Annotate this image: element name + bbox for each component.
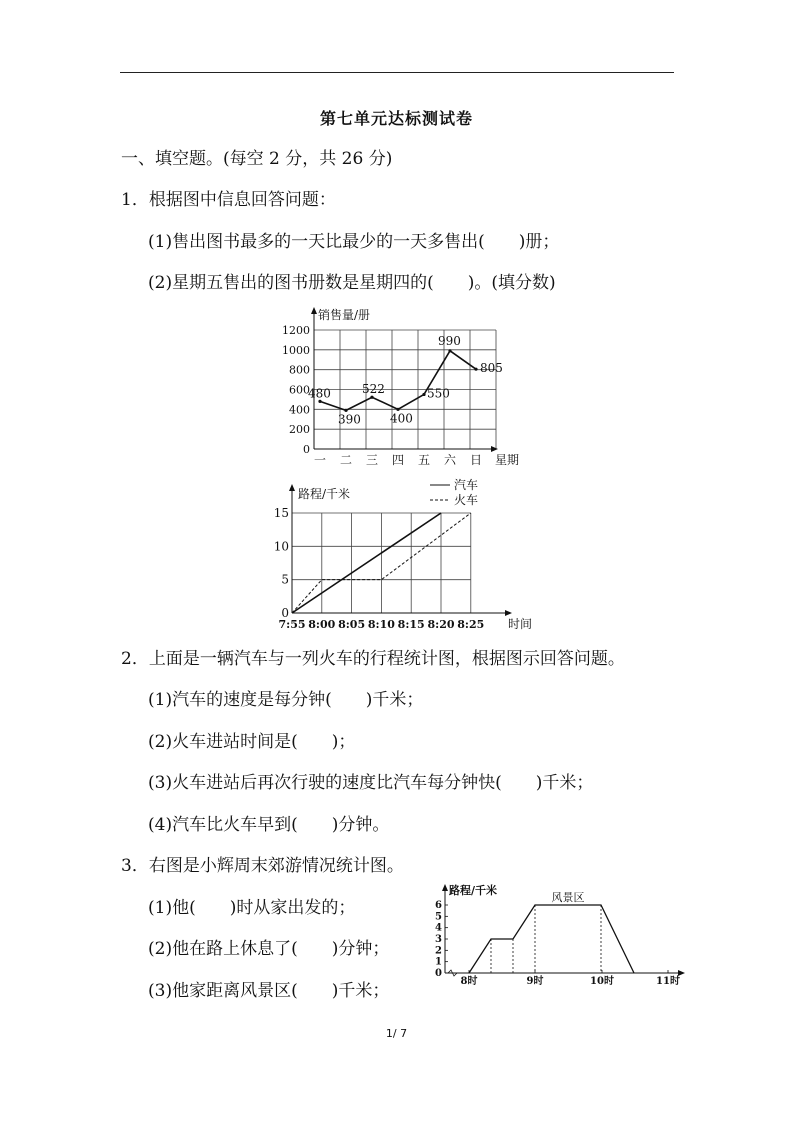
x-tick-label: 11时 bbox=[656, 976, 680, 987]
legend-label: 汽车 bbox=[454, 478, 479, 492]
q2-stem: 2．上面是一辆汽车与一列火车的行程统计图，根据图示回答问题。 bbox=[121, 649, 625, 669]
y-tick-label: 1200 bbox=[282, 324, 310, 337]
y-axis-title: 路程/千米 bbox=[298, 487, 351, 501]
outing-chart bbox=[425, 880, 690, 990]
q2-sub4: (4)汽车比火车早到( )分钟。 bbox=[148, 815, 390, 835]
q2-sub1: (1)汽车的速度是每分钟( )千米； bbox=[148, 690, 424, 710]
x-tick-label: 8:00 bbox=[308, 618, 336, 631]
y-tick-label: 0 bbox=[435, 968, 442, 979]
y-tick-label: 1000 bbox=[282, 343, 310, 357]
x-axis-title: 星期 bbox=[494, 453, 520, 467]
x-axis-arrow bbox=[491, 446, 498, 452]
y-tick-label: 800 bbox=[289, 363, 310, 377]
car-line bbox=[292, 513, 441, 613]
x-tick-label: 8:20 bbox=[427, 618, 455, 631]
y-tick-label: 15 bbox=[273, 506, 289, 520]
x-tick-label: 一 bbox=[313, 453, 327, 467]
y-tick-label: 400 bbox=[289, 403, 310, 417]
data-label: 480 bbox=[308, 386, 331, 401]
x-tick-label: 五 bbox=[417, 453, 431, 467]
x-tick-label: 8:15 bbox=[397, 618, 425, 631]
page-title: 第七单元达标测试卷 bbox=[319, 109, 473, 128]
x-tick-label: 8时 bbox=[460, 976, 478, 987]
x-tick-label: 8:25 bbox=[457, 618, 485, 631]
legend-label: 火车 bbox=[454, 493, 479, 507]
x-tick-label: 二 bbox=[339, 453, 353, 467]
scenic-area-label: 风景区 bbox=[551, 891, 585, 904]
q3-sub3: (3)他家距离风景区( )千米； bbox=[148, 981, 390, 1001]
sales-point bbox=[474, 368, 477, 371]
book-sales-chart bbox=[270, 303, 520, 470]
x-tick-label: 8:05 bbox=[338, 618, 366, 631]
sales-line bbox=[320, 351, 476, 411]
q1-sub2: (2)星期五售出的图书册数是星期四的( )。(填分数) bbox=[148, 273, 556, 293]
y-tick-label: 5 bbox=[281, 572, 289, 587]
data-label: 550 bbox=[427, 386, 450, 401]
page-number: 1/ 7 bbox=[385, 1027, 408, 1040]
sales-point bbox=[448, 349, 451, 352]
y-axis-arrow bbox=[442, 884, 448, 891]
x-tick-label: 10时 bbox=[590, 976, 614, 987]
x-tick-label: 8:10 bbox=[367, 618, 395, 631]
q1-stem: 1．根据图中信息回答问题： bbox=[121, 190, 336, 210]
q2-sub2: (2)火车进站时间是( )； bbox=[148, 732, 356, 752]
x-tick-label: 三 bbox=[365, 453, 379, 467]
x-tick-label: 7:55 bbox=[278, 618, 306, 631]
y-tick-label: 200 bbox=[289, 423, 310, 437]
data-label: 805 bbox=[480, 361, 503, 376]
y-tick-label: 600 bbox=[289, 383, 310, 397]
q3-sub2: (2)他在路上休息了( )分钟； bbox=[148, 939, 390, 959]
data-label: 400 bbox=[390, 411, 413, 426]
q2-sub3: (3)火车进站后再次行驶的速度比汽车每分钟快( )千米； bbox=[148, 773, 594, 793]
section-heading: 一、填空题。(每空 2 分，共 26 分) bbox=[121, 149, 393, 169]
car-train-chart bbox=[273, 474, 533, 634]
y-tick-label: 3 bbox=[435, 934, 442, 945]
x-axis-arrow bbox=[505, 610, 512, 616]
y-tick-label: 5 bbox=[435, 911, 442, 923]
data-label: 522 bbox=[362, 382, 385, 397]
y-tick-label: 2 bbox=[435, 945, 442, 957]
y-tick-label: 0 bbox=[281, 606, 289, 620]
x-tick-label: 六 bbox=[443, 453, 457, 467]
q3-stem: 3．右图是小辉周末郊游情况统计图。 bbox=[121, 856, 404, 876]
x-axis-title: 时间 bbox=[507, 617, 533, 631]
y-axis-title: 路程/千米 bbox=[449, 884, 498, 897]
y-axis-title: 销售量/册 bbox=[318, 308, 371, 322]
x-tick-label: 日 bbox=[469, 453, 483, 467]
q1-sub1: (1)售出图书最多的一天比最少的一天多售出( )册； bbox=[148, 232, 560, 252]
y-tick-label: 4 bbox=[435, 922, 442, 934]
y-tick-label: 6 bbox=[435, 900, 442, 911]
trip-line bbox=[469, 905, 634, 973]
header-rule bbox=[120, 72, 674, 73]
data-label: 390 bbox=[338, 412, 361, 427]
sales-point bbox=[422, 393, 425, 396]
y-axis-arrow bbox=[311, 307, 317, 314]
y-tick-label: 0 bbox=[303, 443, 310, 456]
y-tick-label: 1 bbox=[435, 956, 442, 968]
x-tick-label: 四 bbox=[391, 453, 405, 467]
data-label: 990 bbox=[438, 333, 461, 348]
y-tick-label: 10 bbox=[273, 539, 289, 554]
q3-sub1: (1)他( )时从家出发的； bbox=[148, 898, 356, 918]
y-axis-arrow bbox=[289, 484, 295, 491]
x-tick-label: 9时 bbox=[526, 976, 544, 987]
